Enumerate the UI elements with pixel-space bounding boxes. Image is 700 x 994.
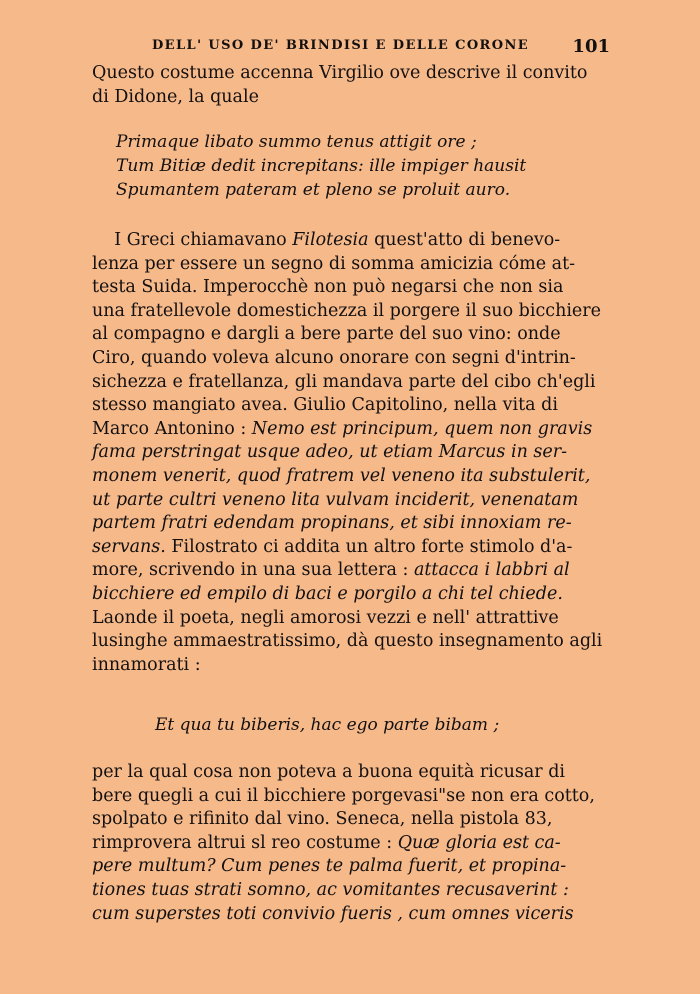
page-number: 101 xyxy=(572,36,610,57)
verse-quotation-virgil xyxy=(116,130,596,202)
text-line: Laonde il poeta, negli amorosi vezzi e nell' attrattive xyxy=(92,607,559,628)
text-run: more, scrivendo in una sua lettera : xyxy=(92,560,414,581)
latin-quote: fama perstringat usque adeo, ut etiam Marcus in ser- xyxy=(92,442,568,463)
verse-line: Spumantem pateram et pleno se proluit auro. xyxy=(116,180,511,200)
italian-quote: attacca i labbri al xyxy=(413,560,570,581)
text-line xyxy=(92,536,612,560)
latin-quote: tiones tuas strati somno, ac vomitantes recusaverint : xyxy=(92,879,569,900)
text-line xyxy=(92,229,612,253)
text-line xyxy=(92,879,612,903)
latin-quote: pere multum? Cum penes te palma fuerit, et propina- xyxy=(92,856,567,877)
verse-line: Et qua tu biberis, hac ego parte bibam ; xyxy=(155,715,500,735)
text-line: spolpato e rifinito dal vino. Seneca, nella pistola 83, xyxy=(92,809,553,830)
latin-quote: partem fratri edendam propinans, et sibi innoxiam re- xyxy=(92,513,572,534)
text-line: Ciro, quando voleva alcuno onorare con segni d'intrin- xyxy=(92,347,576,368)
verse-quotation-ovid xyxy=(155,713,635,737)
text-run: Filostrato ci addita un altro forte stimolo d'a- xyxy=(165,536,573,557)
text-line: al compagno e dargli a bere parte del suo vino: onde xyxy=(92,324,561,345)
text-line: stesso mangiato avea. Giulio Capitolino, nella vita di xyxy=(92,395,558,416)
text-line: lusinghe ammaestratissimo, dà questo insegnamento agli xyxy=(92,631,603,652)
running-head: DELL' USO DE' BRINDISI E DELLE CORONE xyxy=(152,38,530,53)
page-header xyxy=(92,36,612,58)
text-line xyxy=(92,512,612,536)
text-line xyxy=(92,855,612,879)
text-line: una fratellevole domestichezza il porgere il suo bicchiere xyxy=(92,300,602,321)
verse-line: Primaque libato summo tenus attigit ore ; xyxy=(116,132,477,152)
text-line xyxy=(92,832,612,856)
latin-quote: servans. xyxy=(92,536,166,557)
text-line: testa Suida. Imperocchè non può negarsi che non sia xyxy=(92,277,564,298)
text-run: rimprovera altrui sl reo costume : xyxy=(92,832,398,853)
text-line: innamorati : xyxy=(92,654,201,675)
text-line: sichezza e fratellanza, gli mandava parte del cibo ch'egli xyxy=(92,371,596,392)
text-run: quest'atto di benevo- xyxy=(368,230,561,250)
text-line xyxy=(92,559,612,583)
text-line xyxy=(92,441,612,465)
latin-quote: ut parte cultri veneno lita vulvam inciderit, venenatam xyxy=(92,489,579,510)
latin-quote: monem venerit, quod fratrem vel veneno ita substulerit, xyxy=(92,465,591,486)
intro-paragraph xyxy=(92,62,612,109)
text-line xyxy=(92,465,612,489)
text-line: di Didone, la quale xyxy=(92,86,259,107)
text-line xyxy=(92,418,612,442)
latin-quote: Quæ gloria est ca- xyxy=(397,832,561,853)
text-line: bere quegli a cui il bicchiere porgevasi"se non era cotto, xyxy=(92,785,595,806)
text-line: lenza per essere un segno di somma amicizia cóme at- xyxy=(92,253,576,274)
text-line xyxy=(92,489,612,513)
text-line xyxy=(92,903,612,927)
latin-quote: cum superstes toti convivio fueris , cum omnes viceris xyxy=(92,903,574,924)
verse-line: Tum Bitiæ dedit increpitans: ille impiger hausit xyxy=(116,156,527,176)
italian-quote: bicchiere ed empilo di baci e porgilo a chi tel chiede. xyxy=(92,583,563,604)
text-line: Questo costume accenna Virgilio ove descrive il convito xyxy=(92,63,588,83)
text-run: Marco Antonino : xyxy=(92,418,252,439)
main-paragraph xyxy=(92,229,612,677)
text-run: I Greci chiamavano xyxy=(114,230,293,250)
text-line xyxy=(92,583,612,607)
italic-term: Filotesia xyxy=(292,230,369,250)
text-line: per la qual cosa non poteva a buona equità ricusar di xyxy=(92,762,566,782)
latin-quote: Nemo est principum, quem non gravis xyxy=(251,418,593,439)
closing-paragraph xyxy=(92,761,612,926)
